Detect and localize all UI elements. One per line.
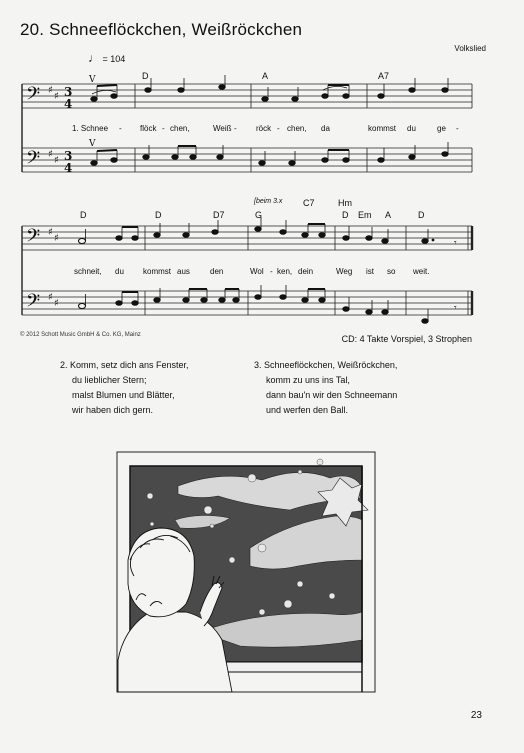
chord-label: D (342, 210, 349, 220)
quarter-note-icon: ♩ (88, 51, 100, 65)
bass-clef-icon: 𝄢 (26, 148, 41, 173)
lyric-syllable: dein (298, 267, 314, 276)
chord-label: D (80, 210, 87, 220)
lyric-syllable: aus (177, 267, 190, 276)
lyric-syllable: ist (366, 267, 374, 276)
svg-text:4: 4 (64, 97, 73, 111)
verse-line: malst Blumen und Blätter, (72, 390, 175, 400)
bass-clef-icon: 𝄢 (26, 84, 41, 109)
svg-text:♯: ♯ (48, 227, 53, 238)
lyric-syllable: chen, (287, 124, 307, 133)
lyric-syllable: chen, (170, 124, 190, 133)
chord-label: C7 (303, 198, 315, 208)
bass-clef-icon: 𝄢 (26, 291, 41, 316)
svg-text:4: 4 (64, 161, 73, 175)
lyric-syllable: du (115, 267, 124, 276)
verse-line: wir haben dich gern. (72, 405, 154, 415)
lyric-syllable: den (210, 267, 224, 276)
chord-label: G (255, 210, 263, 220)
bass-clef-icon: 𝄢 (26, 226, 41, 251)
staff-system2-upper (22, 226, 472, 250)
lyric-syllable: schneit, (74, 267, 102, 276)
lyric-syllable: - (277, 124, 280, 133)
svg-text:3: 3 (64, 85, 73, 99)
chord-label: D (155, 210, 162, 220)
lyric-syllable: so (387, 267, 396, 276)
chord-label: D7 (213, 210, 225, 220)
copyright-notice: © 2012 Schott Music GmbH & Co. KG, Mainz (20, 332, 141, 338)
illustration-child-at-window (117, 452, 375, 692)
chord-label: D (142, 71, 149, 81)
lyric-syllable: kommst (143, 267, 171, 276)
verse-line: 2. Komm, setz dich ans Fenster, (60, 360, 189, 370)
verse-line: du lieblicher Stern; (72, 375, 147, 385)
svg-text:♯: ♯ (48, 85, 53, 96)
chord-label: A (262, 71, 269, 81)
lyric-syllable: - (119, 124, 122, 133)
lyric-syllable: röck (256, 124, 272, 133)
lyric-syllable: flöck (140, 124, 157, 133)
verse-line: komm zu uns ins Tal, (266, 375, 350, 385)
lyric-syllable: Weiß (213, 124, 232, 133)
verse-line: dann bau'n wir den Schneemann (266, 390, 398, 400)
verse-line: 3. Schneeflöckchen, Weißröckchen, (254, 360, 398, 370)
lyric-syllable: kommst (368, 124, 396, 133)
cd-note: CD: 4 Takte Vorspiel, 3 Strophen (341, 334, 472, 344)
chord-label (378, 71, 389, 81)
page-number: 23 (470, 710, 482, 721)
lyric-syllable: Weg (336, 267, 353, 276)
song-title: 20. Schneeflöckchen, Weißröckchen (20, 20, 303, 39)
lyric-syllable: weit. (413, 267, 430, 276)
lyric-syllable: da (321, 124, 330, 133)
lyric-syllable: 1. Schnee (72, 124, 109, 133)
svg-text:♯: ♯ (54, 233, 59, 244)
repeat-note (254, 198, 282, 205)
repeat-note-text: beim 3.x (255, 198, 283, 205)
svg-text:♯: ♯ (48, 149, 53, 160)
svg-text:♯: ♯ (48, 292, 53, 303)
chord-label: A (385, 210, 392, 220)
chord-label: Em (358, 210, 372, 220)
song-origin: Volkslied (454, 44, 486, 53)
staff-system1-upper (22, 84, 472, 108)
verse-3 (254, 358, 397, 418)
chord-label-text: A7 (378, 71, 390, 81)
svg-text:♯: ♯ (54, 155, 59, 166)
lyric-syllable: - (456, 124, 459, 133)
lyric-syllable: - (234, 124, 237, 133)
svg-text:3: 3 (64, 149, 73, 163)
lyric-syllable: ge (437, 124, 446, 133)
lyric-syllable: Wol (250, 267, 264, 276)
staff-system1-lower (22, 148, 472, 172)
chord-label: D (418, 210, 425, 220)
lyric-syllable: du (407, 124, 416, 133)
svg-text:V: V (89, 75, 96, 85)
lyric-syllable: - (270, 267, 273, 276)
staff-system2-lower (22, 291, 472, 315)
repeat-note-bracket: [ (254, 198, 256, 205)
lyric-syllable: ken, (277, 267, 293, 276)
chord-label: Hm (338, 198, 352, 208)
svg-text:𝄾: 𝄾 (454, 238, 457, 249)
svg-text:♯: ♯ (54, 91, 59, 102)
tempo-value: = 104 (102, 54, 126, 64)
verse-2 (60, 358, 189, 418)
svg-text:♯: ♯ (54, 298, 59, 309)
verse-line: und werfen den Ball. (266, 405, 349, 415)
lyric-syllable: - (162, 124, 165, 133)
svg-text:𝄾: 𝄾 (454, 303, 457, 314)
svg-text:V: V (89, 139, 96, 149)
